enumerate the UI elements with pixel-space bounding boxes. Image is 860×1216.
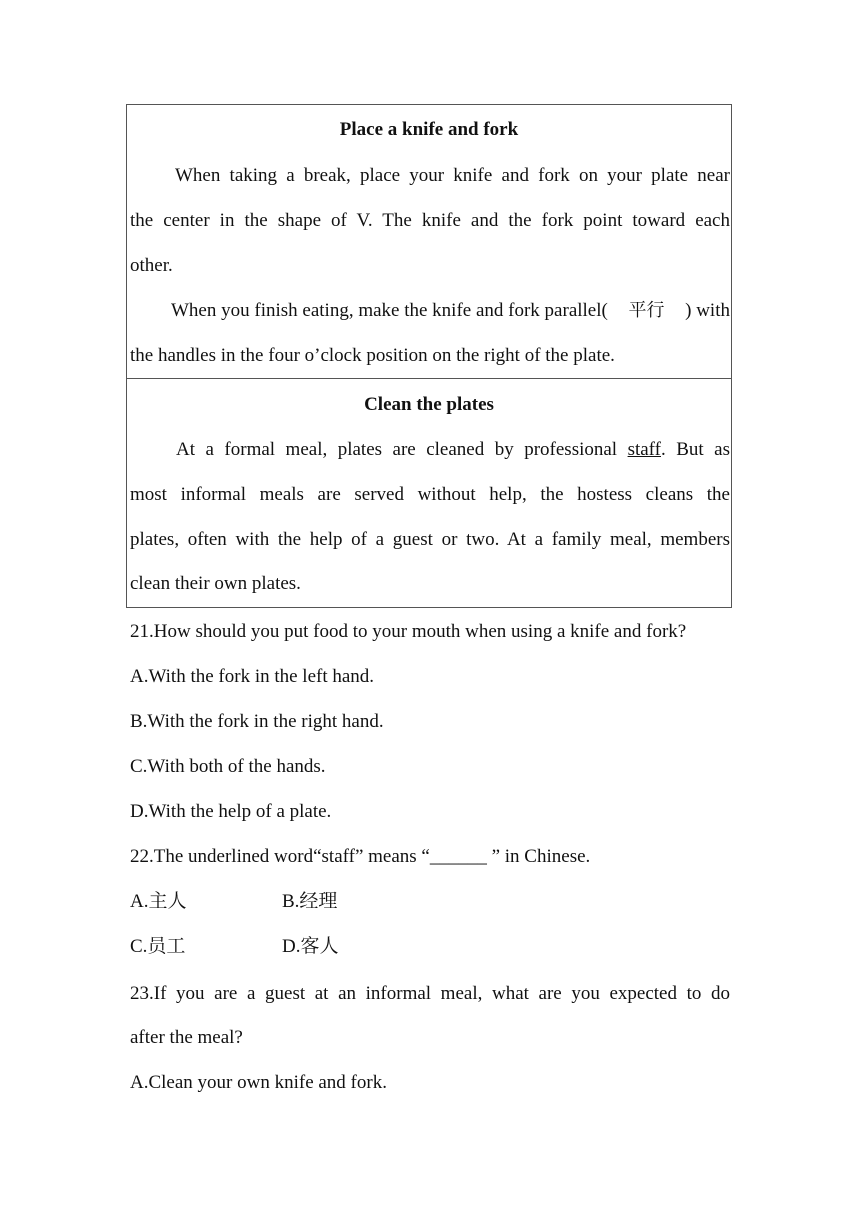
option-a: A.主人 [130, 891, 187, 912]
underlined-word: staff [627, 439, 661, 460]
question-23: 23.If you are a guest at an informal meal, what are you expected to do [130, 983, 730, 1004]
paragraph-line: the center in the shape of V. The knife and the fork point toward each [130, 210, 730, 231]
option-c: C.With both of the hands. [130, 756, 326, 777]
section-knife-fork [126, 104, 732, 379]
section-clean-plates [126, 378, 732, 608]
paragraph-line: other. [130, 255, 173, 276]
option-c: C.员工 [130, 936, 186, 957]
option-b: B.经理 [282, 891, 338, 912]
paragraph-line [176, 439, 730, 461]
option-b: B.With the fork in the right hand. [130, 711, 384, 732]
option-d: D.With the help of a plate. [130, 801, 332, 822]
paragraph-line: plates, often with the help of a guest or two. At a family meal, members [130, 529, 730, 550]
option-a: A.Clean your own knife and fork. [130, 1072, 387, 1093]
paragraph-line: the handles in the four o’clock position on the right of the plate. [130, 345, 615, 366]
paragraph-line: clean their own plates. [130, 573, 301, 594]
option-d: D.客人 [282, 936, 339, 957]
text-segment: . But as [661, 439, 731, 460]
question-22: 22.The underlined word“staff” means “______ ” in Chinese. [130, 846, 591, 867]
question-23-continued: after the meal? [130, 1027, 243, 1048]
text-segment: ) with [685, 300, 730, 321]
question-21: 21.How should you put food to your mouth when using a knife and fork? [130, 621, 687, 642]
section-title: Clean the plates [364, 394, 494, 415]
option-a: A.With the fork in the left hand. [130, 666, 375, 687]
paragraph-line [171, 300, 730, 322]
chinese-gloss: 平行 [628, 300, 665, 321]
paragraph-line: When taking a break, place your knife and fork on your plate near [175, 165, 730, 186]
text-segment: At a formal meal, plates are cleaned by professional [176, 439, 628, 460]
paragraph-line: most informal meals are served without help, the hostess cleans the [130, 484, 730, 505]
text-segment: When you finish eating, make the knife and fork parallel( [171, 300, 608, 321]
section-title: Place a knife and fork [339, 119, 519, 140]
